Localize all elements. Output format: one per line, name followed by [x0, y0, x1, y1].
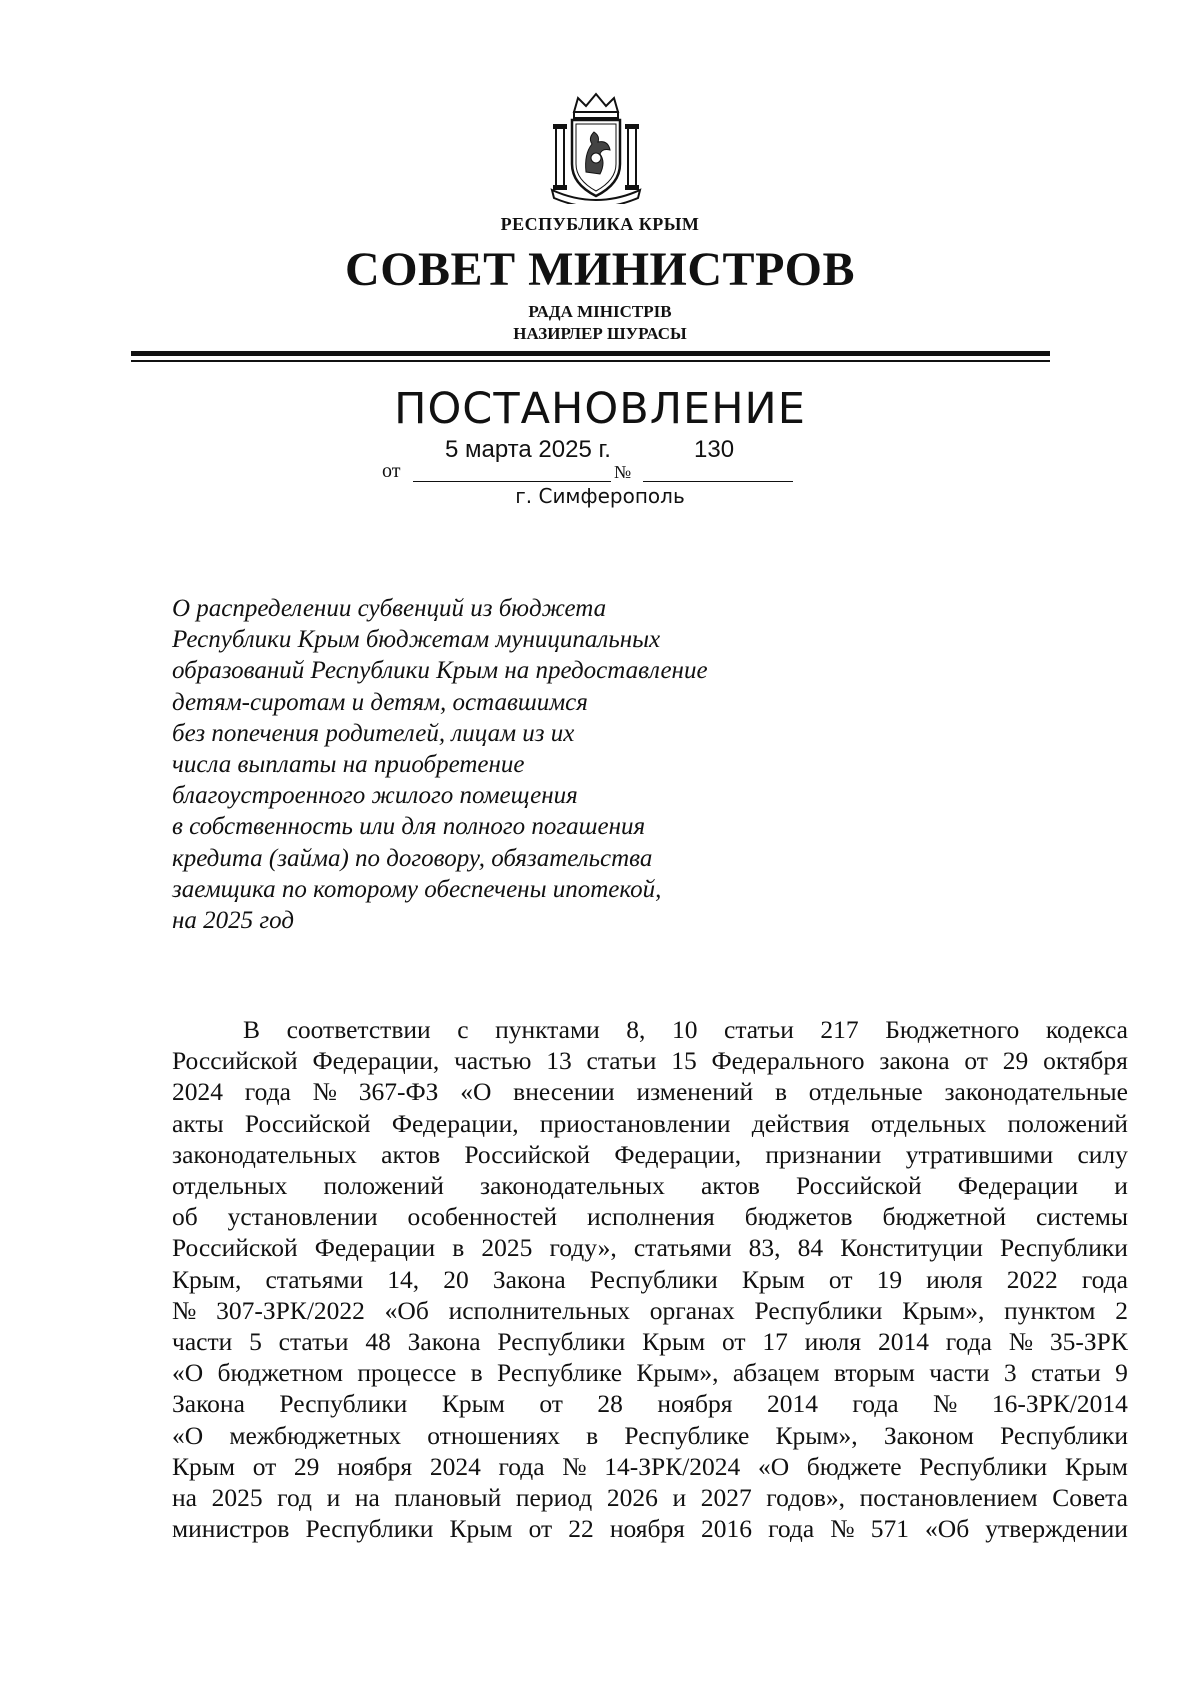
body-line: Российской Федерации, частью 13 статьи 15 Федерального закона от 29 октября — [172, 1046, 1128, 1076]
document-number: 130 — [694, 436, 735, 463]
title-line: образований Республики Крым на предоставление — [172, 657, 708, 685]
body-line: Крым от 29 ноября 2024 года № 14-ЗРК/2024 «О бюджете Республики Крым — [172, 1451, 1128, 1481]
title-line: кредита (займа) по договору, обязательства — [172, 844, 653, 872]
document-city: г. Симферополь — [515, 484, 685, 508]
document-body — [172, 1014, 1128, 1544]
republic-name: РЕСПУБЛИКА КРЫМ — [500, 214, 700, 234]
header-divider-thin — [131, 360, 1050, 362]
body-line: части 5 статьи 48 Закона Республики Крым от 17 июля 2014 года № 35-ЗРК — [172, 1327, 1128, 1357]
body-line: 2024 года № 367-ФЗ «О внесении изменений в отдельные законодательные — [172, 1077, 1128, 1107]
council-name-ukrainian: РАДА МІНІСТРІВ — [528, 302, 672, 321]
title-line: заемщика по которому обеспечены ипотекой, — [172, 875, 662, 903]
body-line: Крым, статьями 14, 20 Закона Республики Крым от 19 июля 2022 года — [172, 1264, 1128, 1294]
title-line: Республики Крым бюджетам муниципальных — [172, 626, 661, 654]
body-line: министров Республики Крым от 22 ноября 2016 года № 571 «Об утверждении — [172, 1514, 1128, 1544]
body-line: «О межбюджетных отношениях в Республике Крым», Законом Республики — [172, 1420, 1128, 1450]
document-title — [172, 593, 708, 936]
document-date: 5 марта 2025 г. — [445, 436, 611, 463]
body-line: Закона Республики Крым от 28 ноября 2014 года № 16-ЗРК/2014 — [172, 1389, 1128, 1419]
body-line: Российской Федерации в 2025 году», статьями 83, 84 Конституции Республики — [172, 1233, 1128, 1263]
council-name: СОВЕТ МИНИСТРОВ — [345, 243, 855, 296]
body-line: «О бюджетном процессе в Республике Крым», абзацем вторым части 3 статьи 9 — [172, 1358, 1128, 1388]
document-type: ПОСТАНОВЛЕНИЕ — [394, 384, 806, 434]
body-line: № 307-ЗРК/2022 «Об исполнительных органах Республики Крым», пунктом 2 — [172, 1295, 1128, 1325]
crimea-coat-of-arms-icon — [534, 92, 658, 204]
body-line: акты Российской Федерации, приостановлении действия отдельных положений — [172, 1108, 1128, 1138]
date-label: от — [382, 460, 401, 482]
body-line: законодательных актов Российской Федерации, признании утратившими силу — [172, 1139, 1128, 1169]
number-underline — [643, 481, 793, 482]
title-line: детям-сиротам и детям, оставшимся — [172, 688, 588, 716]
title-line: О распределении субвенций из бюджета — [172, 595, 607, 622]
number-label: № — [614, 462, 632, 482]
title-line: без попечения родителей, лицам из их — [172, 719, 575, 747]
council-name-crimean-tatar: НАЗИРЛЕР ШУРАСЫ — [513, 324, 687, 343]
header-divider-thick — [131, 351, 1050, 356]
date-underline — [413, 481, 611, 482]
body-line: на 2025 год и на плановый период 2026 и 2027 годов», постановлением Совета — [172, 1483, 1128, 1513]
title-line: в собственность или для полного погашения — [172, 813, 646, 841]
body-line: отдельных положений законодательных актов Российской Федерации и — [172, 1171, 1128, 1201]
title-line: благоустроенного жилого помещения — [172, 782, 578, 810]
body-line: В соответствии с пунктами 8, 10 статьи 217 Бюджетного кодекса — [243, 1015, 1128, 1044]
body-line: об установлении особенностей исполнения бюджетов бюджетной системы — [172, 1202, 1128, 1232]
title-line: числа выплаты на приобретение — [172, 751, 525, 779]
title-line: на 2025 год — [172, 907, 294, 935]
